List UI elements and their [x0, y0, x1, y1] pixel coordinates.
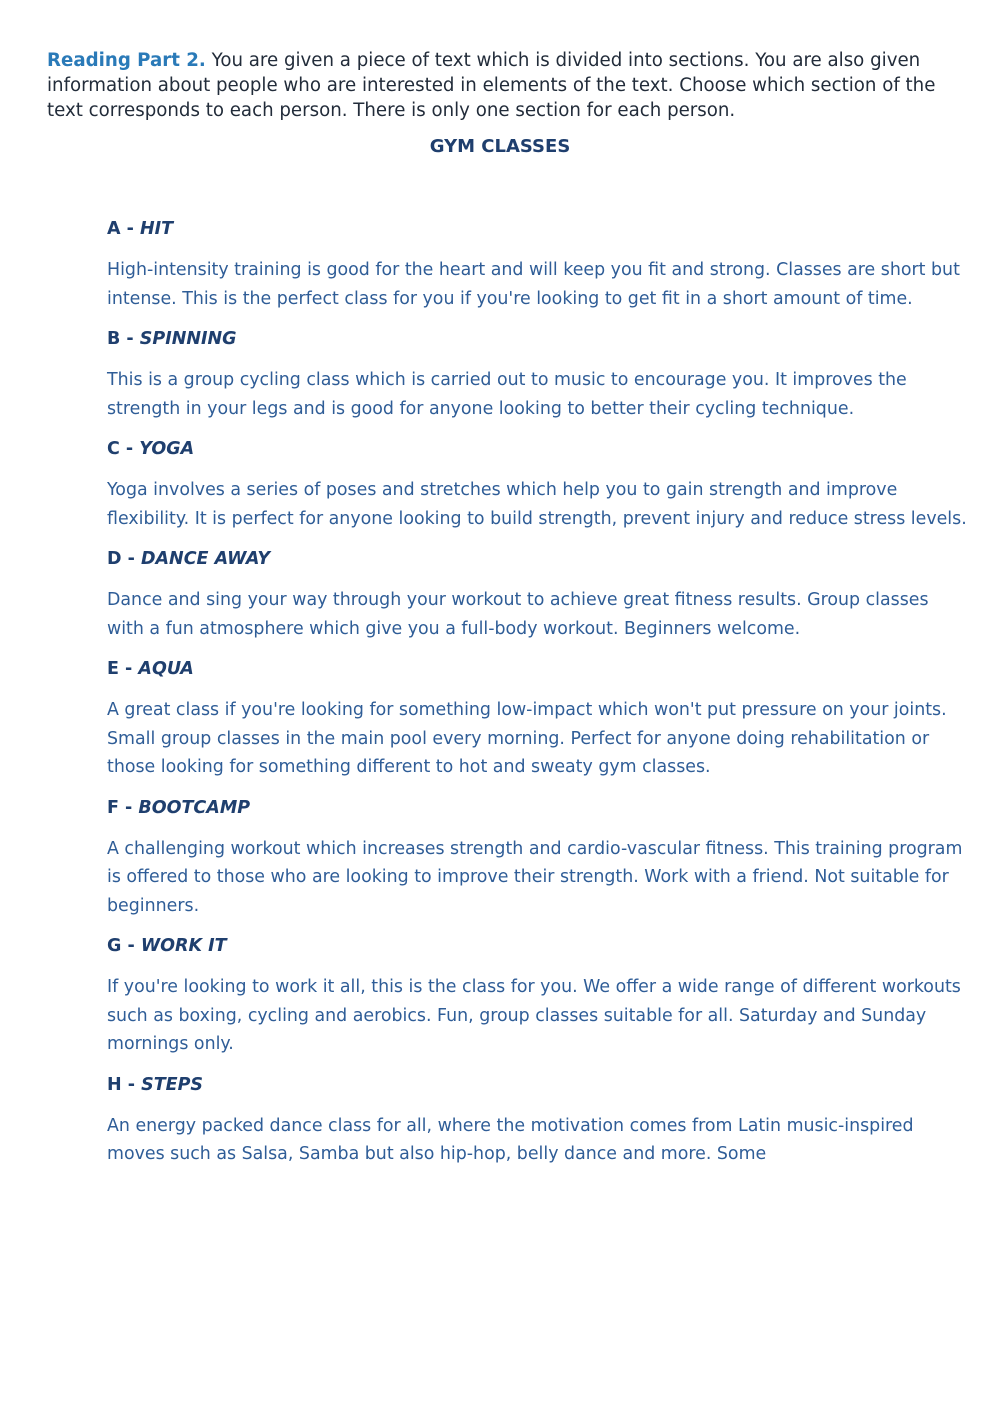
instructions	[47, 48, 972, 123]
section-d	[107, 544, 967, 643]
section-text: A challenging workout which increases strength and cardio-vascular fitness. This training program is offered to those who are looking to improve their strength. Work with a friend. Not suitable for beginners.	[107, 838, 963, 916]
section-text: This is a group cycling class which is carried out to music to encourage you. It improves the strength in your legs and is good for anyone looking to better their cycling technique.	[107, 370, 907, 419]
section-c	[107, 434, 967, 533]
section-text: Dance and sing your way through your workout to achieve great fitness results. Group classes with a fun atmosphere which give you a full-body workout. Beginners welcome.	[107, 590, 929, 639]
class-sections	[107, 214, 967, 1180]
section-letter: C -	[107, 439, 140, 459]
section-text: A great class if you're looking for something low-impact which won't put pressure on your joints. Small group classes in the main pool every morning. Perfect for anyone doing rehabilitation or those looking for something different to hot and sweaty gym classes.	[107, 700, 947, 777]
section-letter: F -	[107, 797, 139, 818]
section-b	[107, 324, 967, 423]
section-text: If you're looking to work it all, this is the class for you. We offer a wide range of different workouts such as boxing, cycling and aerobics. Fun, group classes suitable for all. Saturday and Sunday mornings only.	[107, 977, 961, 1054]
section-letter: E -	[107, 659, 139, 679]
section-h	[107, 1070, 967, 1169]
section-name: WORK IT	[140, 936, 227, 956]
section-heading	[107, 324, 967, 354]
section-g	[107, 931, 967, 1059]
section-name: HIT	[140, 219, 174, 239]
section-text: Yoga involves a series of poses and stretches which help you to gain strength and improve flexibility. It is perfect for anyone looking to build strength, prevent injury and reduce stress levels.	[107, 480, 967, 529]
section-letter: A -	[107, 219, 140, 239]
section-name: STEPS	[141, 1074, 204, 1095]
section-heading	[107, 654, 967, 684]
section-a	[107, 214, 967, 313]
section-text: An energy packed dance class for all, where the motivation comes from Latin music-inspired moves such as Salsa, Samba but also hip-hop, belly dance and more. Some	[107, 1115, 914, 1164]
section-letter: B -	[107, 329, 140, 349]
instructions-lead: Reading Part 2.	[47, 50, 206, 71]
section-letter: D -	[107, 549, 141, 569]
document-title: GYM CLASSES	[429, 136, 571, 157]
section-name: YOGA	[139, 439, 195, 459]
section-f	[107, 793, 967, 921]
section-heading	[107, 931, 967, 961]
section-letter: G -	[107, 936, 141, 956]
section-heading	[107, 544, 967, 574]
section-name: SPINNING	[139, 329, 237, 349]
section-name: AQUA	[138, 659, 194, 679]
section-heading	[107, 1070, 967, 1100]
section-name: DANCE AWAY	[140, 549, 271, 569]
section-letter: H -	[107, 1074, 142, 1095]
section-heading	[107, 214, 967, 244]
section-text: High-intensity training is good for the heart and will keep you fit and strong. Classes are short but intense. This is the perfect class for you if you're looking to get fit in a short amount of time.	[107, 260, 960, 309]
section-e	[107, 654, 967, 782]
section-name: BOOTCAMP	[138, 797, 251, 818]
section-heading	[107, 434, 967, 464]
section-heading	[107, 793, 967, 823]
instructions-text: You are given a piece of text which is divided into sections. You are also given information about people who are interested in elements of the text. Choose which section of the text corresponds to each person. There is only one section for each person.	[47, 50, 936, 121]
